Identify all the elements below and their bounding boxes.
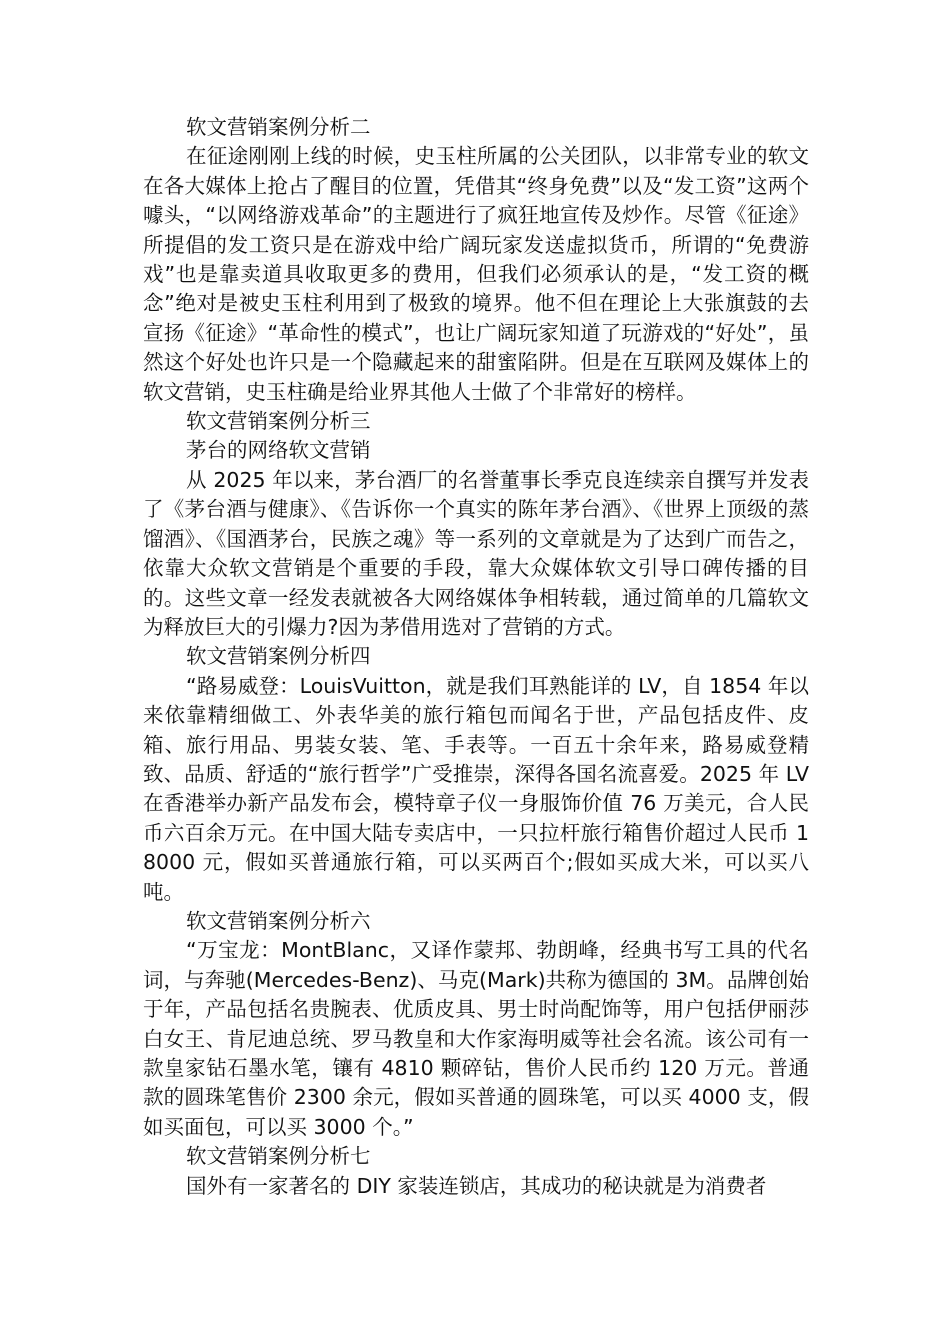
section-heading-case-6: 软文营销案例分析六	[186, 908, 371, 933]
paragraph-moutai: 从 2025 年以来，茅台酒厂的名誉董事长季克良连续亲自撰写并发表了《茅台酒与健康》、《告诉你一个真实的陈年茅台酒》、《世界上顶级的蒸馏酒》、《国酒茅台，民族之魂》等一系列的文章就是为了达到广而告之，依靠大众软文营销是个重要的手段，靠大众媒体软文引导口碑传播的目的。这些文章一经发表就被各大网络媒体争相转载，通过简单的几篇软文为释放巨大的引爆力?因为茅借用选对了营销的方式。	[143, 467, 809, 639]
section-heading-case-2: 软文营销案例分析二	[186, 115, 371, 139]
subheading-moutai: 茅台的网络软文营销	[186, 438, 371, 463]
section-heading-case-3: 软文营销案例分析三	[186, 409, 371, 434]
paragraph-louis-vuitton: “路易威登：LouisVuitton，就是我们耳熟能详的 LV，自 1854 年以来依靠精细做工、外表华美的旅行箱包而闻名于世，产品包括皮件、皮箱、旅行用品、男装女装、笔、手表等。一百五十余年来，路易威登精致、品质、舒适的“旅行哲学”广受推崇，深得各国名流喜爱。2025 年 LV 在香港举办新产品发布会，模特章子仪一身服饰价值 76 万美元，合人民币六百余万元。在中国大陆专卖店中，一只拉杆旅行箱售价超过人民币 18000 元，假如买普通旅行箱，可以买两百个;假如买成大米，可以买八吨。	[143, 673, 809, 904]
document-body	[143, 113, 809, 1201]
paragraph-zhengtu: 在征途刚刚上线的时候，史玉柱所属的公关团队，以非常专业的软文在各大媒体上抢占了醒目的位置，凭借其“终身免费”以及“发工资”这两个噱头，“以网络游戏革命”的主题进行了疯狂地宣传及炒作。尽管《征途》所提倡的发工资只是在游戏中给广阔玩家发送虚拟货币，所谓的“免费游戏”也是靠卖道具收取更多的费用，但我们必须承认的是，“发工资的概念”绝对是被史玉柱利用到了极致的境界。他不但在理论上大张旗鼓的去宣扬《征途》“革命性的模式”，也让广阔玩家知道了玩游戏的“好处”，虽然这个好处也许只是一个隐藏起来的甜蜜陷阱。但是在互联网及媒体上的软文营销，史玉柱确是给业界其他人士做了个非常好的榜样。	[143, 144, 809, 404]
section-heading-case-4: 软文营销案例分析四	[186, 644, 371, 669]
section-heading-case-7: 软文营销案例分析七	[186, 1144, 371, 1169]
paragraph-montblanc: “万宝龙：MontBlanc，又译作蒙邦、勃朗峰，经典书写工具的代名词，与奔驰(Mercedes-Benz)、马克(Mark)共称为德国的 3M。品牌创始于年，产品包括名贵腕表、优质皮具、男士时尚配饰等，用户包括伊丽莎白女王、肯尼迪总统、罗马教皇和大作家海明威等社会名流。该公司有一款皇家钻石墨水笔，镶有 4810 颗碎钻，售价人民币约 120 万元。普通款的圆珠笔售价 2300 余元，假如买普通的圆珠笔，可以买 4000 支，假如买面包，可以买 3000 个。”	[143, 938, 809, 1139]
paragraph-diy-store: 国外有一家著名的 DIY 家装连锁店，其成功的秘诀就是为消费者	[186, 1173, 767, 1198]
